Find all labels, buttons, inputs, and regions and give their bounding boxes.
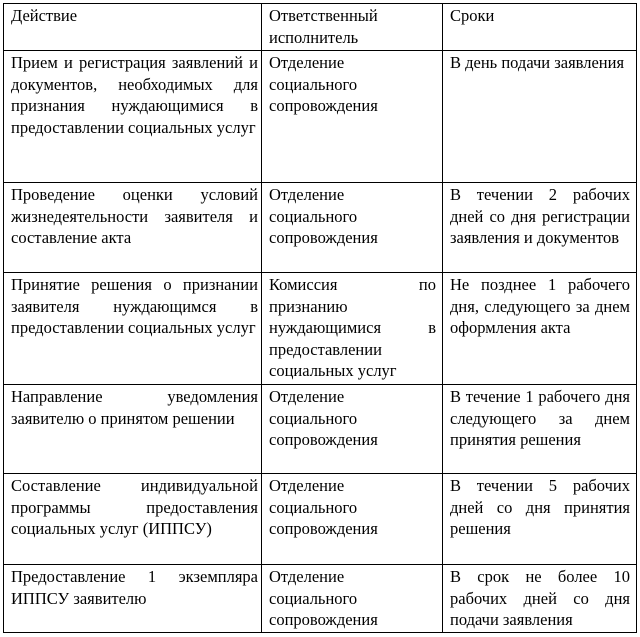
- table-row: [4, 565, 637, 633]
- row-action: Направление уведомления заявителю о принятом решении: [4, 385, 262, 474]
- row-deadline: В срок не более 10 рабочих дней со дня подачи заявления: [443, 565, 637, 633]
- table-header-row: [4, 4, 637, 51]
- table-row: [4, 273, 637, 385]
- table-row: [4, 474, 637, 565]
- procedure-table: [3, 3, 637, 633]
- row-responsible: Комиссия по признанию нуждающимися в предоставлении социальных услуг: [262, 273, 443, 385]
- header-action: Действие: [4, 4, 262, 51]
- row-deadline: В течении 5 рабочих дней со дня принятия решения: [443, 474, 637, 565]
- row-responsible: Отделение социального сопровождения: [262, 385, 443, 474]
- row-action: Проведение оценки условий жизнедеятельности заявителя и составление акта: [4, 183, 262, 273]
- row-deadline: В течение 1 рабочего дня следующего за днем принятия решения: [443, 385, 637, 474]
- row-deadline: В течении 2 рабочих дней со дня регистрации заявления и документов: [443, 183, 637, 273]
- row-action: Составление индивидуальной программы предоставления социальных услуг (ИППСУ): [4, 474, 262, 565]
- row-action: Предоставление 1 экземпляра ИППСУ заявителю: [4, 565, 262, 633]
- table-row: [4, 385, 637, 474]
- row-responsible: Отделение социального сопровождения: [262, 565, 443, 633]
- row-deadline: Не позднее 1 рабочего дня, следующего за днем оформления акта: [443, 273, 637, 385]
- row-action: Прием и регистрация заявлений и документов, необходимых для признания нуждающимися в предоставлении социальных услуг: [4, 51, 262, 183]
- table-row: [4, 51, 637, 183]
- row-action: Принятие решения о признании заявителя нуждающимся в предоставлении социальных услуг: [4, 273, 262, 385]
- row-responsible: Отделение социального сопровождения: [262, 51, 443, 183]
- row-deadline: В день подачи заявления: [443, 51, 637, 183]
- header-deadline: Сроки: [443, 4, 637, 51]
- header-responsible: Ответственный исполнитель: [262, 4, 443, 51]
- table-row: [4, 183, 637, 273]
- row-responsible: Отделение социального сопровождения: [262, 474, 443, 565]
- row-responsible: Отделение социального сопровождения: [262, 183, 443, 273]
